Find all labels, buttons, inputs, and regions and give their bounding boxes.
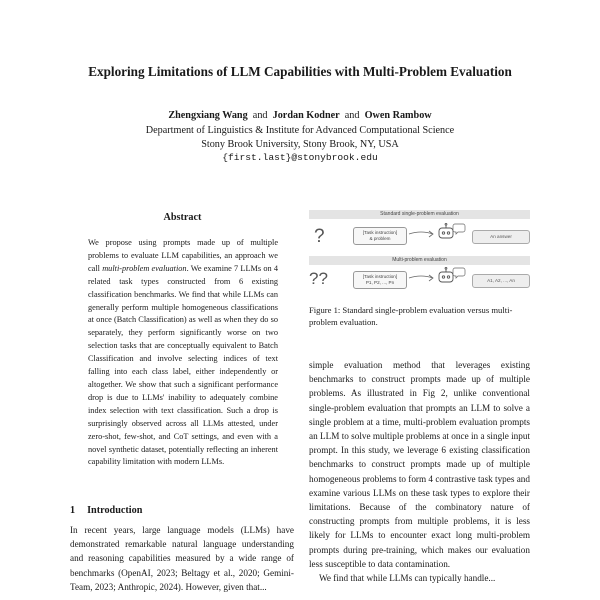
author-email: {first.last}@stonybrook.edu — [222, 152, 378, 164]
multi-question-mark-icon: ?? — [309, 269, 328, 288]
question-mark-icon: ? — [314, 226, 325, 247]
author-separator: and — [252, 110, 268, 121]
abstract-text: . We examine 7 LLMs on 4 related task types constructed from 6 existing classification benchmarks. We find that while LLMs can generally perform multiple homogeneous classifications at once (Batch Classification) as well as when they do so separately, they perform significantly worse on two selection tasks that are conceptually equivalent to Batch Classification and involve selecting indices of text falling into each class label, either independently or altogether. We show that such a significant performance drop is due to LLMs' inability to adequately combine index selection with text classification. Such a drop is surprisingly observed across all LLMs attested, under zero-shot, few-shot, and CoT settings, and even with a novel synthetic dataset, potentially reflecting an inherent capability limitation with modern LLMs. — [88, 263, 278, 467]
paper-title: Exploring Limitations of LLM Capabilities with Multi-Problem Evaluation — [88, 64, 512, 79]
box-label: [Task instruction] — [362, 274, 398, 279]
body-paragraph: We find that while LLMs can typically handle... — [319, 573, 496, 584]
robot-icon — [439, 223, 453, 238]
figure-graphics — [309, 210, 530, 292]
abstract-emphasis: multi-problem evaluation — [102, 263, 187, 273]
abstract-text: We propose using prompts made up of multiple problems to evaluate LLM capabilities, an approach we call — [88, 238, 278, 273]
speech-bubble-icon — [453, 224, 465, 278]
figure-band-multi: Multi-problem evaluation — [309, 256, 530, 265]
answer-box: An answer — [472, 230, 530, 244]
robot-icon — [439, 267, 453, 282]
abstract-body — [88, 237, 278, 469]
figure-band-single: Standard single-problem evaluation — [309, 210, 530, 219]
section-heading — [70, 505, 142, 516]
section-title: Introduction — [87, 505, 143, 516]
section-number: 1 — [70, 505, 76, 516]
affiliation-line: Department of Linguistics & Institute for Advanced Computational Science — [145, 125, 455, 136]
affiliation-line: Stony Brook University, Stony Brook, NY, USA — [201, 138, 399, 150]
author-name: Zhengxiang Wang — [168, 110, 248, 121]
affiliation — [0, 124, 600, 165]
figure-caption: Figure 1: Standard single-problem evaluation versus multi-problem evaluation. — [309, 305, 513, 328]
box-label: & problem — [369, 236, 391, 241]
abstract-heading: Abstract — [163, 212, 202, 223]
arrow-icon — [409, 231, 433, 281]
author-separator: and — [344, 110, 360, 121]
box-label: [Task instruction] — [362, 230, 398, 235]
answer-box: A1, A2, ..., An — [472, 274, 530, 288]
author-name: Jordan Kodner — [272, 110, 340, 121]
body-paragraph: simple evaluation method that leverages existing benchmarks to construct prompts made up of multiple problems. As illustrated in Fig 2, unlike conventional single-problem evaluation that prompts an LLM to solve a single problem at a time, multi-problem evaluation prompts an LLM to solve multiple problems at once in a single input prompt. In this study, we leverage 6 existing classification benchmarks to construct prompts made up of multiple homogeneous problems to form 4 contrastive task types and examine various LLMs on these task types to explore their limitations. Because of the combinatory nature of constructing prompts from multiple problems, it is less likely for LLMs to encounter exact long multi-problem prompts during pre-training, which makes our evaluation less susceptible to data contamination. — [309, 360, 530, 569]
box-label: P1, P2, ..., Pn — [365, 280, 395, 285]
introduction-text: In recent years, large language models (LLMs) have demonstrated remarkable natural language understanding and reasoning capabilities measured by a wide range of benchmarks (OpenAI, 2023; Beltagy et al., 2020; Gemini-Team, 2023; Anthropic, 2024). However, given that... — [70, 525, 294, 592]
body-text-column-2 — [309, 358, 530, 585]
author-name: Owen Rambow — [364, 110, 432, 121]
author-list — [0, 110, 600, 121]
figure-1 — [309, 210, 530, 292]
